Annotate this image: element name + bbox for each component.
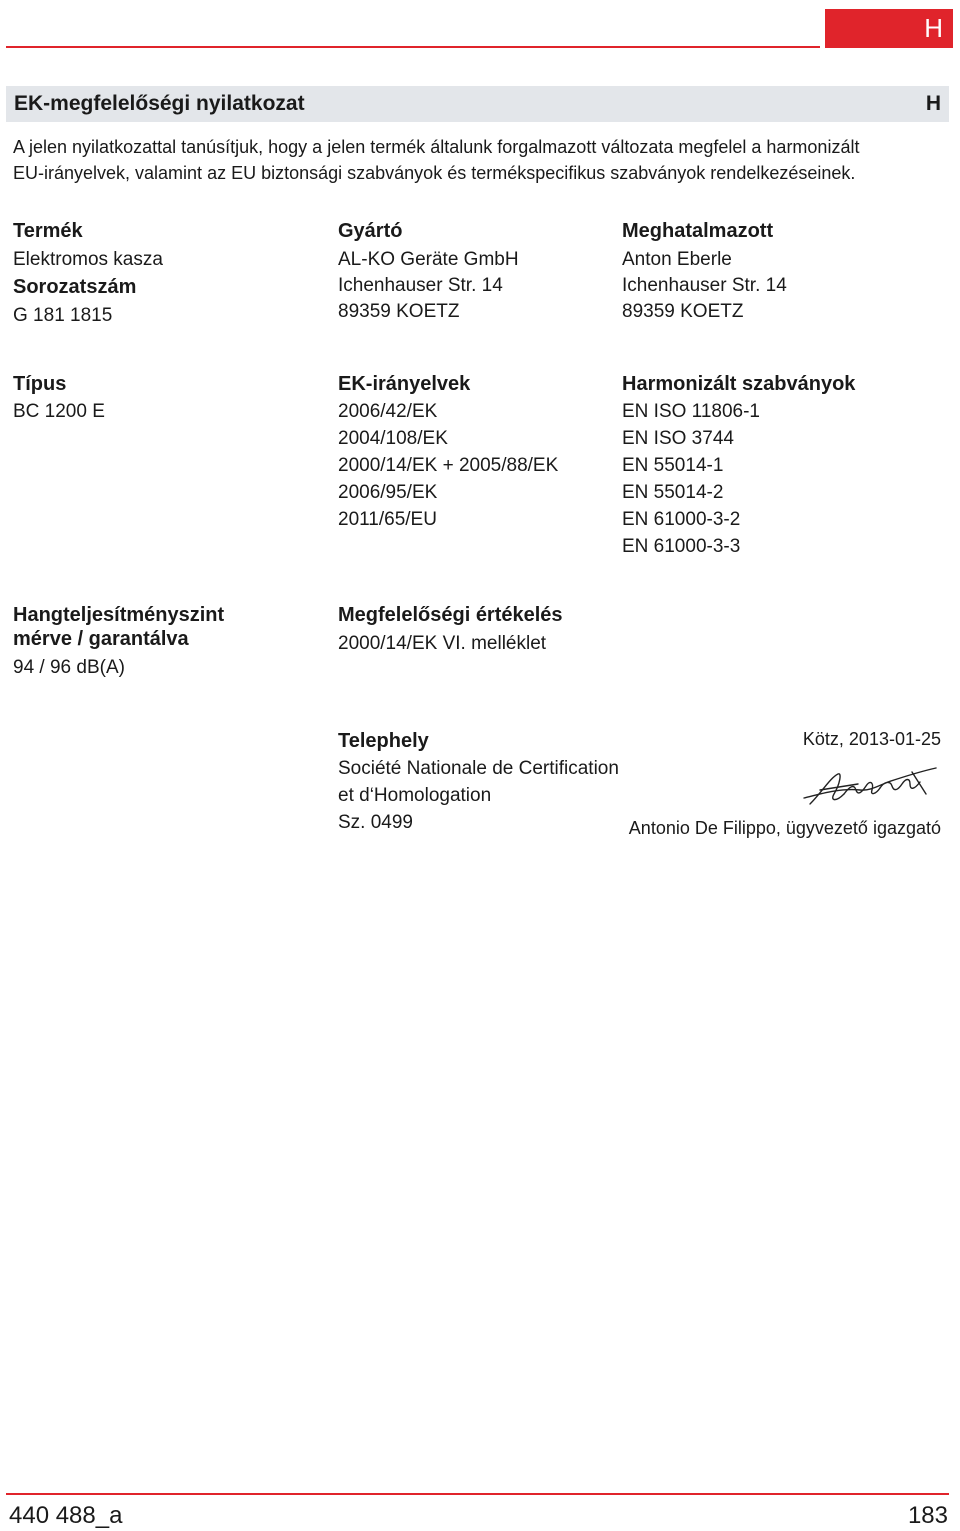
directives-section	[338, 372, 558, 533]
conformity-value: 2000/14/EK VI. melléklet	[338, 633, 547, 654]
signatory-name: Antonio De Filippo, ügyvezető igazgató	[628, 818, 941, 838]
authorized-line: 89359 KOETZ	[622, 301, 744, 322]
directive-item: 2006/42/EK	[338, 401, 438, 422]
sound-heading: Hangteljesítményszint	[13, 604, 225, 626]
manufacturer-section	[338, 219, 519, 325]
product-section	[13, 219, 163, 329]
site-line: Sz. 0499	[338, 812, 413, 833]
authorized-line: Ichenhauser Str. 14	[622, 275, 787, 296]
standard-item: EN 55014-2	[622, 482, 724, 503]
authorized-line: Anton Eberle	[622, 249, 732, 270]
directive-item: 2006/95/EK	[338, 482, 438, 503]
site-heading: Telephely	[338, 730, 429, 752]
page-number: 183	[907, 1502, 948, 1529]
standards-section	[622, 372, 855, 560]
standard-item: EN ISO 11806-1	[622, 401, 761, 422]
manufacturer-line: 89359 KOETZ	[338, 301, 460, 322]
manufacturer-line: Ichenhauser Str. 14	[338, 275, 503, 296]
top-rule	[6, 46, 820, 48]
signature-date: Kötz, 2013-01-25	[802, 729, 941, 749]
serial-heading: Sorozatszám	[13, 276, 137, 298]
page-title: EK-megfelelőségi nyilatkozat	[14, 92, 305, 115]
product-heading: Termék	[13, 220, 83, 242]
document-number: 440 488_a	[9, 1502, 123, 1529]
directive-item: 2000/14/EK + 2005/88/EK	[338, 455, 559, 476]
type-section	[13, 372, 105, 425]
standard-item: EN 55014-1	[622, 455, 724, 476]
standard-item: EN 61000-3-3	[622, 536, 741, 557]
authorized-heading: Meghatalmazott	[622, 220, 774, 242]
manufacturer-line: AL-KO Geräte GmbH	[338, 249, 519, 270]
conformity-section	[338, 603, 563, 657]
type-value: BC 1200 E	[13, 401, 105, 422]
handwritten-signature	[800, 764, 940, 810]
standards-heading: Harmonizált szabványok	[622, 373, 856, 395]
manufacturer-heading: Gyártó	[338, 220, 403, 242]
site-line: et d‘Homologation	[338, 785, 492, 806]
site-section	[338, 729, 619, 836]
authorized-section	[622, 219, 787, 325]
standard-item: EN 61000-3-2	[622, 509, 741, 530]
directives-heading: EK-irányelvek	[338, 373, 471, 395]
standard-item: EN ISO 3744	[622, 428, 734, 449]
type-heading: Típus	[13, 373, 67, 395]
bottom-rule	[6, 1493, 949, 1495]
site-line: Société Nationale de Certification	[338, 758, 619, 779]
sound-section	[13, 603, 224, 681]
sound-heading-line2: mérve / garantálva	[13, 628, 189, 650]
directive-item: 2004/108/EK	[338, 428, 448, 449]
language-tab: H	[825, 9, 953, 48]
title-bar	[6, 86, 949, 122]
directive-item: 2011/65/EU	[338, 509, 437, 530]
conformity-heading: Megfelelőségi értékelés	[338, 604, 563, 626]
sound-value: 94 / 96 dB(A)	[13, 657, 125, 678]
serial-value: G 181 1815	[13, 305, 113, 326]
title-language-code: H	[925, 92, 941, 115]
product-value: Elektromos kasza	[13, 249, 163, 270]
intro-paragraph: A jelen nyilatkozattal tanúsítjuk, hogy a jelen termék általunk forgalmazott változata megfelel a harmonizált EU-irányelvek, valamint az EU biztonsági szabványok és termékspecifikus szabványok rendelkezéseinek.	[13, 137, 860, 183]
